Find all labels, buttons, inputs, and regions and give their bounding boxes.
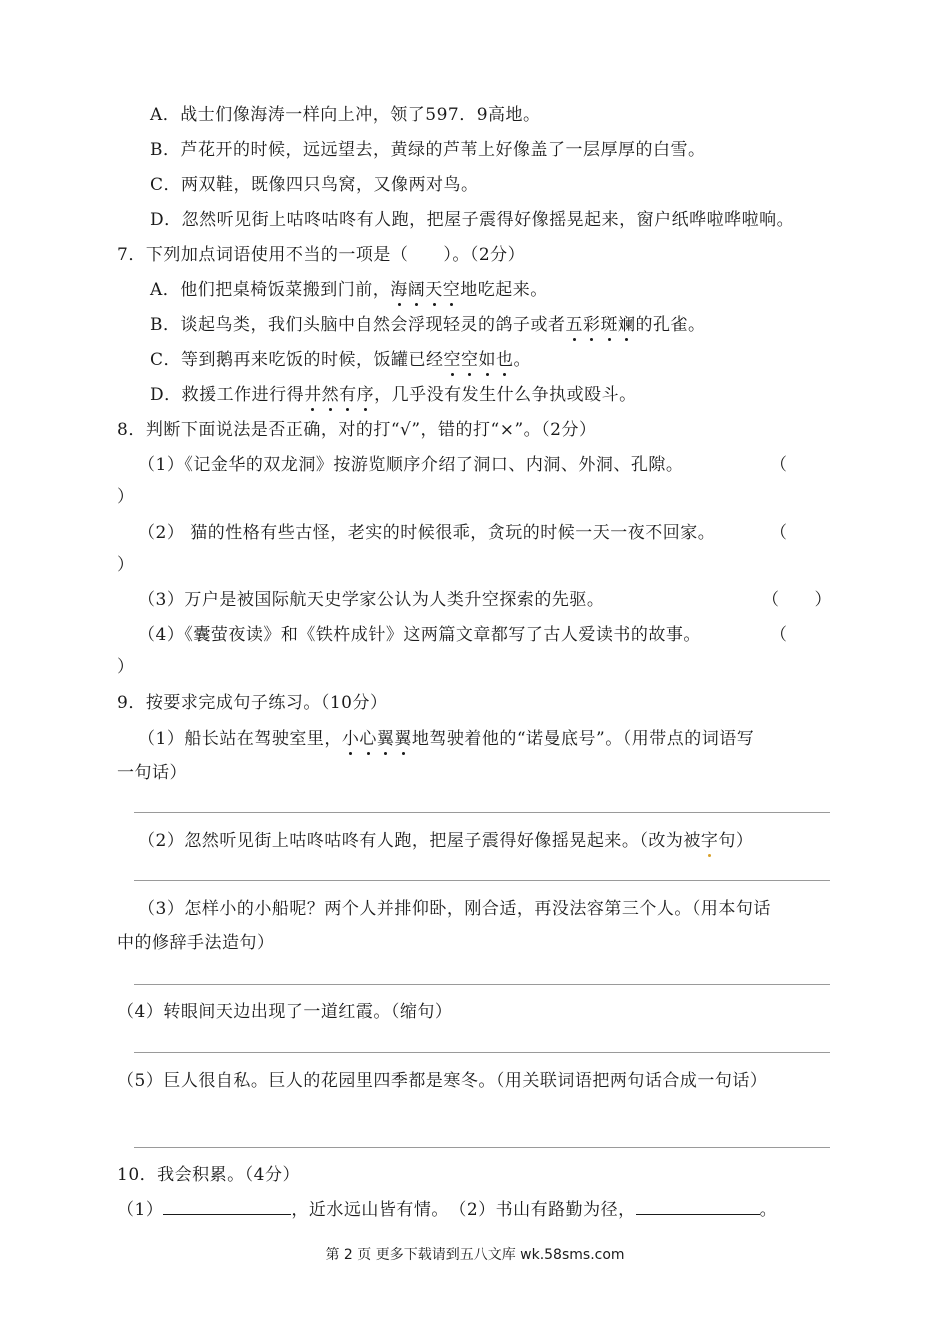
q9-sentence-3-cont: 中的修辞手法造句） (117, 933, 275, 953)
q10-stem: 10．我会积累。（4分） (117, 1165, 300, 1185)
q8-item-2-close-paren: ） (117, 555, 135, 575)
q8-item-1-close-paren: ） (117, 487, 135, 507)
q9-sentence-4: （4）转眼间天边出现了一道红霞。（缩句） (117, 1002, 453, 1022)
answer-line[interactable] (134, 984, 830, 985)
q8-stem: 8．判断下面说法是否正确，对的打“√”，错的打“×”。（2分） (117, 420, 597, 440)
answer-line[interactable] (134, 1052, 830, 1053)
answer-line[interactable] (134, 880, 830, 881)
fill-blank-2[interactable] (636, 1198, 760, 1215)
q7-option-b: B．谈起鸟类，我们头脑中自然会浮现轻灵的鸽子或者五彩斑斓的孔雀。 (150, 315, 706, 335)
q6-option-d: D．忽然听见街上咕咚咕咚有人跑，把屋子震得好像摇晃起来，窗户纸哗啦哗啦响。 (150, 210, 795, 230)
q8-item-4-open-paren: （ (770, 625, 788, 645)
q7-option-a: A．他们把桌椅饭菜搬到门前，海阔天空地吃起来。 (150, 280, 548, 300)
q7-stem: 7．下列加点词语使用不当的一项是（ ）。（2分） (117, 245, 526, 265)
q8-item-1: （1）《记金华的双龙洞》按游览顺序介绍了洞口、内洞、外洞、孔隙。 (138, 455, 684, 475)
q8-item-4-close-paren: ） (117, 657, 135, 677)
q9-sentence-1: （1）船长站在驾驶室里，小心翼翼地驾驶着他的“诺曼底号”。（用带点的词语写 (138, 729, 755, 749)
q9-sentence-1-cont: 一句话） (117, 763, 187, 783)
q8-item-2-open-paren: （ (770, 523, 788, 543)
q8-item-4: （4）《囊萤夜读》和《铁杵成针》这两篇文章都写了古人爱读书的故事。 (138, 625, 701, 645)
q9-sentence-2: （2）忽然听见街上咕咚咕咚有人跑，把屋子震得好像摇晃起来。（改为被字句） (138, 831, 754, 851)
page-footer: 第 2 页 更多下载请到五八文库 wk.58sms.com (325, 1247, 625, 1263)
q6-option-a: A．战士们像海涛一样向上冲，领了597．9高地。 (150, 105, 541, 125)
q9-sentence-3: （3）怎样小的小船呢？两个人并排仰卧，刚合适，再没法容第三个人。（用本句话 (138, 899, 771, 919)
q7-option-c: C．等到鹅再来吃饭的时候，饭罐已经空空如也。 (150, 350, 532, 370)
q6-option-b: B．芦花开的时候，远远望去，黄绿的芦苇上好像盖了一层厚厚的白雪。 (150, 140, 706, 160)
q8-item-1-open-paren: （ (770, 455, 788, 475)
answer-line[interactable] (134, 812, 830, 813)
answer-line[interactable] (134, 1147, 830, 1148)
q6-option-c: C．两双鞋，既像四只鸟窝，又像两对鸟。 (150, 175, 479, 195)
q9-sentence-5: （5）巨人很自私。巨人的花园里四季都是寒冬。（用关联词语把两句话合成一句话） (117, 1071, 768, 1091)
q8-item-3: （3）万户是被国际航天史学家公认为人类升空探索的先驱。 (138, 590, 605, 610)
q9-stem: 9．按要求完成句子练习。（10分） (117, 693, 388, 713)
q8-item-2: （2） 猫的性格有些古怪，老实的时候很乖，贪玩的时候一天一夜不回家。 (138, 523, 716, 543)
q8-item-3-parens: （ ） (762, 590, 832, 610)
q10-items: （1） ，近水远山皆有情。 （2）书山有路勤为径， 。 (117, 1200, 778, 1220)
q7-option-d: D．救援工作进行得井然有序，几乎没有发生什么争执或殴斗。 (150, 385, 637, 405)
fill-blank-1[interactable] (163, 1198, 291, 1215)
